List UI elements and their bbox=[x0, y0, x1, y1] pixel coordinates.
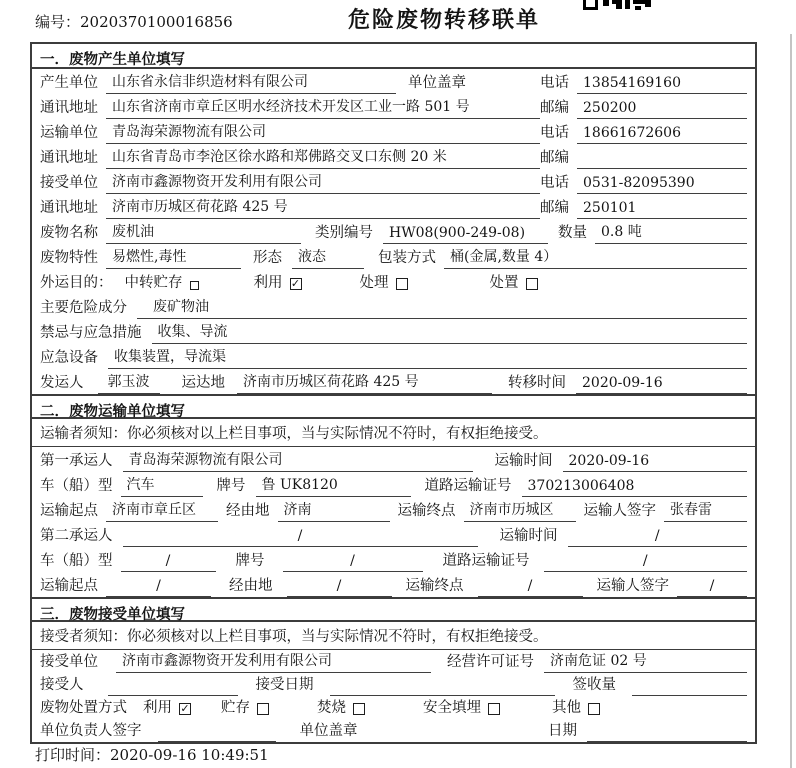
shipper-label: 发运人 bbox=[40, 375, 84, 391]
checkbox-utilize: ✓ bbox=[290, 277, 301, 290]
vehicle2-value: / bbox=[121, 553, 216, 572]
checkbox-disposal-landfill bbox=[488, 703, 500, 715]
physical-form-label: 形态 bbox=[253, 250, 282, 266]
disposal-label: 废物处置方式 bbox=[40, 700, 127, 716]
hazard-label: 主要危险成分 bbox=[40, 300, 127, 316]
phone3-value: 0531-82095390 bbox=[577, 175, 747, 194]
address3-label: 通讯地址 bbox=[40, 200, 98, 216]
checkbox-disposal-incinerate bbox=[353, 703, 365, 715]
print-time-line bbox=[35, 744, 269, 765]
checkbox-transfer-storage bbox=[190, 281, 199, 290]
phone2-value: 18661672606 bbox=[577, 125, 747, 144]
section-2-header: 二．废物运输单位填写 bbox=[32, 394, 755, 419]
terminus2-label: 运输终点 bbox=[405, 578, 464, 594]
unit-seal2-label: 单位盖章 bbox=[299, 723, 358, 739]
unit-seal-label: 单位盖章 bbox=[408, 75, 466, 91]
responsible-sign-value bbox=[158, 739, 276, 742]
receiver-label: 接受单位 bbox=[40, 175, 98, 191]
quantity-value: 0.8 吨 bbox=[595, 221, 747, 244]
producer-value: 山东省永信非织造材料有限公司 bbox=[106, 71, 396, 94]
address2-value: 山东省青岛市李沧区徐水路和郑佛路交叉口东侧 20 米 bbox=[106, 146, 540, 169]
received-amount-label: 签收量 bbox=[572, 677, 616, 693]
hazard-value: 废矿物油 bbox=[137, 296, 747, 319]
serial-label: 编号： bbox=[35, 13, 81, 31]
zip2-value bbox=[577, 166, 747, 169]
characteristic-value: 易燃性,毒性 bbox=[106, 246, 241, 269]
carrier1-value: 青岛海荣源物流有限公司 bbox=[123, 449, 473, 472]
row-vehicle1 bbox=[32, 472, 755, 497]
section-1-header: 一．废物产生单位填写 bbox=[32, 44, 755, 69]
page-title: 危险废物转移联单 bbox=[347, 8, 541, 33]
received-amount-value bbox=[632, 693, 747, 696]
destination-value: 济南市历城区荷花路 425 号 bbox=[237, 371, 492, 394]
disposal-option-other-label: 其他 bbox=[552, 700, 581, 716]
emergency-measures-value: 收集、导流 bbox=[152, 321, 748, 344]
permit-value: 济南危证 02 号 bbox=[544, 650, 747, 673]
address2-label: 通讯地址 bbox=[40, 150, 98, 166]
category-value: HW08(900-249-08) bbox=[383, 225, 548, 244]
purpose-label: 外运目的： bbox=[40, 275, 113, 291]
receiver-person-label: 接受人 bbox=[40, 677, 84, 693]
disposal-option-storage-label: 贮存 bbox=[221, 700, 250, 716]
producer-label: 产生单位 bbox=[40, 75, 98, 91]
quantity-label: 数量 bbox=[558, 225, 587, 241]
transport-time2-value: / bbox=[568, 528, 748, 547]
zip2-label: 邮编 bbox=[540, 150, 569, 166]
packing-value: 桶(金属,数量 4） bbox=[444, 246, 747, 269]
permit-label: 经营许可证号 bbox=[447, 654, 534, 670]
zip1-value: 250200 bbox=[577, 100, 747, 119]
waste-name-label: 废物名称 bbox=[40, 225, 98, 241]
row-shipper bbox=[32, 369, 755, 394]
row-waste-characteristic bbox=[32, 244, 755, 269]
row-emergency-measures bbox=[32, 319, 755, 344]
carrier2-label: 第二承运人 bbox=[40, 528, 113, 544]
transport-time1-label: 运输时间 bbox=[494, 453, 553, 469]
checkbox-disposal-utilize: ✓ bbox=[180, 702, 190, 715]
row-receive-unit bbox=[32, 650, 755, 673]
transport-time2-label: 运输时间 bbox=[499, 528, 558, 544]
checkbox-dispose bbox=[526, 278, 538, 290]
purpose-option-treat-label: 处理 bbox=[359, 275, 389, 291]
checkbox-treat bbox=[396, 278, 408, 290]
serial-number-line bbox=[35, 11, 233, 32]
purpose-option-dispose-label: 处置 bbox=[489, 275, 519, 291]
carrier-sign2-label: 运输人签字 bbox=[596, 578, 669, 594]
origin2-label: 运输起点 bbox=[40, 578, 98, 594]
row-producer bbox=[32, 69, 755, 94]
terminus1-value: 济南市历城区 bbox=[464, 499, 576, 522]
scan-edge-line bbox=[790, 34, 792, 768]
packing-label: 包装方式 bbox=[378, 250, 436, 266]
vehicle1-value: 汽车 bbox=[121, 474, 203, 497]
serial-number: 2020370100016856 bbox=[80, 13, 233, 31]
carrier-sign2-value: / bbox=[677, 578, 747, 597]
origin1-label: 运输起点 bbox=[40, 503, 98, 519]
receive-unit-label: 接受单位 bbox=[40, 654, 98, 670]
transporter-notice: 运输者须知：你必须核对以上栏目事项，当与实际情况不符时，有权拒绝接受。 bbox=[32, 419, 755, 447]
shipper-value: 郭玉波 bbox=[98, 371, 160, 394]
plate1-label: 牌号 bbox=[216, 478, 246, 494]
transporter-value: 青岛海荣源物流有限公司 bbox=[106, 121, 540, 144]
print-time-label: 打印时间： bbox=[35, 746, 111, 764]
phone2-label: 电话 bbox=[540, 125, 569, 141]
date-value bbox=[587, 739, 747, 742]
receiver-notice: 接受者须知：你必须核对以上栏目事项，当与实际情况不符时，有权拒绝接受。 bbox=[32, 622, 755, 650]
receiver-value: 济南市鑫源物资开发利用有限公司 bbox=[106, 171, 540, 194]
transport-time1-value: 2020-09-16 bbox=[563, 453, 748, 472]
disposal-option-landfill-label: 安全填埋 bbox=[423, 700, 481, 716]
disposal-option-incinerate-label: 焚烧 bbox=[317, 700, 346, 716]
row-outbound-purpose bbox=[32, 269, 755, 294]
via2-label: 经由地 bbox=[229, 578, 273, 594]
plate2-value: / bbox=[283, 553, 423, 572]
zip3-value: 250101 bbox=[577, 200, 747, 219]
vehicle2-label: 车（船）型 bbox=[40, 553, 113, 569]
carrier2-value: / bbox=[123, 528, 478, 547]
disposal-option-utilize-label: 利用 bbox=[143, 700, 172, 716]
row-disposal-method bbox=[32, 696, 755, 719]
origin1-value: 济南市章丘区 bbox=[106, 499, 218, 522]
address3-value: 济南市历城区荷花路 425 号 bbox=[106, 196, 540, 219]
row-transporter-address bbox=[32, 144, 755, 169]
row-vehicle2 bbox=[32, 547, 755, 572]
receive-unit-value: 济南市鑫源物资开发利用有限公司 bbox=[116, 650, 431, 673]
phone3-label: 电话 bbox=[540, 175, 569, 191]
address1-label: 通讯地址 bbox=[40, 100, 98, 116]
emergency-equipment-label: 应急设备 bbox=[40, 350, 98, 366]
emergency-equipment-value: 收集装置，导流渠 bbox=[108, 346, 747, 369]
plate2-label: 牌号 bbox=[235, 553, 265, 569]
row-responsible-sign bbox=[32, 719, 755, 742]
receiver-person-value bbox=[108, 693, 238, 696]
plate1-value: 鲁 UK8120 bbox=[256, 474, 411, 497]
road-license2-label: 道路运输证号 bbox=[442, 553, 530, 569]
date-label: 日期 bbox=[548, 723, 577, 739]
row-hazard-component bbox=[32, 294, 755, 319]
row-route1 bbox=[32, 497, 755, 522]
emergency-measures-label: 禁忌与应急措施 bbox=[40, 325, 142, 341]
responsible-sign-label: 单位负责人签字 bbox=[40, 723, 142, 739]
receive-date-label: 接受日期 bbox=[255, 677, 314, 693]
row-receiver-person bbox=[32, 673, 755, 696]
form-table bbox=[30, 42, 757, 744]
row-transporter bbox=[32, 119, 755, 144]
characteristic-label: 废物特性 bbox=[40, 250, 98, 266]
phone1-value: 13854169160 bbox=[577, 75, 747, 94]
row-emergency-equipment bbox=[32, 344, 755, 369]
category-label: 类别编号 bbox=[315, 225, 373, 241]
via1-label: 经由地 bbox=[226, 503, 270, 519]
section-3-header: 三．废物接受单位填写 bbox=[32, 597, 755, 622]
print-time-value: 2020-09-16 10:49:51 bbox=[110, 746, 269, 764]
waste-name-value: 废机油 bbox=[106, 221, 301, 244]
via2-value: / bbox=[287, 578, 392, 597]
zip3-label: 邮编 bbox=[540, 200, 569, 216]
vehicle1-label: 车（船）型 bbox=[40, 478, 113, 494]
checkbox-disposal-other bbox=[588, 703, 600, 715]
purpose-option-utilize-label: 利用 bbox=[253, 275, 283, 291]
address1-value: 山东省济南市章丘区明水经济技术开发区工业一路 501 号 bbox=[106, 96, 540, 119]
transfer-time-value: 2020-09-16 bbox=[576, 375, 747, 394]
row-first-carrier bbox=[32, 447, 755, 472]
carrier1-label: 第一承运人 bbox=[40, 453, 113, 469]
road-license1-label: 道路运输证号 bbox=[424, 478, 512, 494]
terminus2-value: / bbox=[478, 578, 583, 597]
carrier-sign1-value: 张春雷 bbox=[664, 499, 747, 522]
purpose-option-transfer-storage-label: 中转贮存 bbox=[124, 275, 183, 291]
road-license2-value: / bbox=[544, 553, 748, 572]
carrier-sign1-label: 运输人签字 bbox=[583, 503, 656, 519]
road-license1-value: 370213006408 bbox=[522, 478, 748, 497]
physical-form-value: 液态 bbox=[292, 246, 364, 269]
row-second-carrier bbox=[32, 522, 755, 547]
row-receiver-address bbox=[32, 194, 755, 219]
row-producer-address bbox=[32, 94, 755, 119]
zip1-label: 邮编 bbox=[540, 100, 569, 116]
checkbox-disposal-storage bbox=[257, 703, 269, 715]
row-receiver bbox=[32, 169, 755, 194]
row-waste-name bbox=[32, 219, 755, 244]
origin2-value: / bbox=[106, 578, 211, 597]
via1-value: 济南 bbox=[278, 499, 390, 522]
transfer-time-label: 转移时间 bbox=[508, 375, 566, 391]
qr-code-partial-icon bbox=[583, 0, 651, 11]
phone1-label: 电话 bbox=[540, 75, 569, 91]
row-route2 bbox=[32, 572, 755, 597]
transporter-label: 运输单位 bbox=[40, 125, 98, 141]
terminus1-label: 运输终点 bbox=[397, 503, 456, 519]
destination-label: 运达地 bbox=[181, 375, 225, 391]
